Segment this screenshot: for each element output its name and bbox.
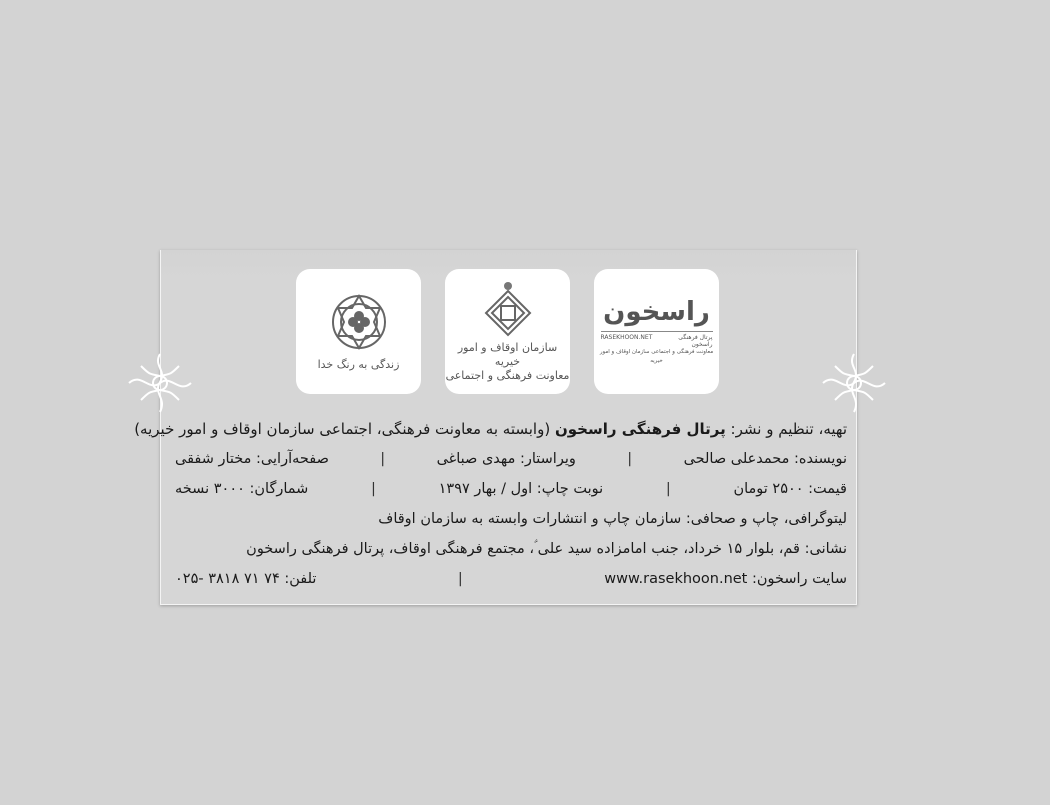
- publisher-line: [134, 414, 847, 444]
- rasekhoon-logo: [594, 269, 719, 394]
- phone-label: تلفن:: [284, 571, 317, 587]
- publisher-affiliation: (وابسته به معاونت فرهنگی، اجتماعی سازمان اوقاف و امور خیریه): [134, 420, 551, 438]
- printing-info: لیتوگرافی، چاپ و صحافی: سازمان چاپ و انتشارات وابسته به سازمان اوقاف: [378, 511, 847, 527]
- author: نویسنده: محمدعلی صالحی: [683, 451, 847, 467]
- site-label: سایت راسخون:: [751, 571, 847, 587]
- rasekhoon-mark: راسخون: [603, 297, 710, 327]
- credits-line: [175, 444, 847, 474]
- editor: ویراستار: مهدی صباغی: [436, 451, 576, 467]
- colophon-text: [134, 414, 847, 594]
- separator: |: [665, 481, 671, 497]
- publisher-label: تهیه، تنظیم و نشر:: [730, 420, 847, 438]
- edition: نوبت چاپ: اول / بهار ۱۳۹۷: [438, 481, 604, 497]
- address: نشانی: قم، بلوار ۱۵ خرداد، جنب امامزاده سید علی ؑ، مجتمع فرهنگی اوقاف، پرتال فرهنگی راسخون: [246, 541, 847, 557]
- separator: |: [380, 451, 386, 467]
- price: قیمت: ۲۵۰۰ تومان: [733, 481, 847, 497]
- rasekhoon-site: RASEKHOON.NET: [600, 334, 653, 341]
- rasekhoon-caption-1: پرتال فرهنگی راسخون: [678, 334, 713, 348]
- ornament-right-icon: [821, 352, 887, 414]
- awqaf-emblem-icon: [478, 281, 538, 341]
- zendegi-caption: زندگی به رنگ خدا: [317, 357, 400, 371]
- copies: شمارگان: ۳۰۰۰ نسخه: [175, 481, 309, 497]
- contact-line: [175, 564, 847, 594]
- ornament-left-icon: [127, 352, 193, 414]
- phone-number: ۰۲۵- ۳۸۱۸ ۷۱ ۷۴: [175, 571, 280, 587]
- printing-line: [175, 504, 847, 534]
- separator: |: [627, 451, 633, 467]
- zendegi-logo: [296, 269, 421, 394]
- awqaf-logo: [445, 269, 570, 394]
- rasekhoon-caption-2: معاونت فرهنگی و اجتماعی سازمان اوقاف و امور خیریه: [599, 349, 714, 364]
- layout-designer: صفحه‌آرایی: مختار شفقی: [175, 451, 329, 467]
- separator: |: [457, 571, 463, 587]
- separator: |: [371, 481, 376, 497]
- flower-emblem-icon: [326, 292, 392, 358]
- print-info-line: [175, 474, 847, 504]
- publisher-name: پرتال فرهنگی راسخون: [554, 420, 726, 438]
- awqaf-caption-2: معاونت فرهنگی و اجتماعی: [445, 368, 570, 382]
- site-link[interactable]: www.rasekhoon.net: [604, 571, 748, 587]
- awqaf-caption-1: سازمان اوقاف و امور خیریه: [457, 340, 558, 368]
- address-line: [175, 534, 847, 564]
